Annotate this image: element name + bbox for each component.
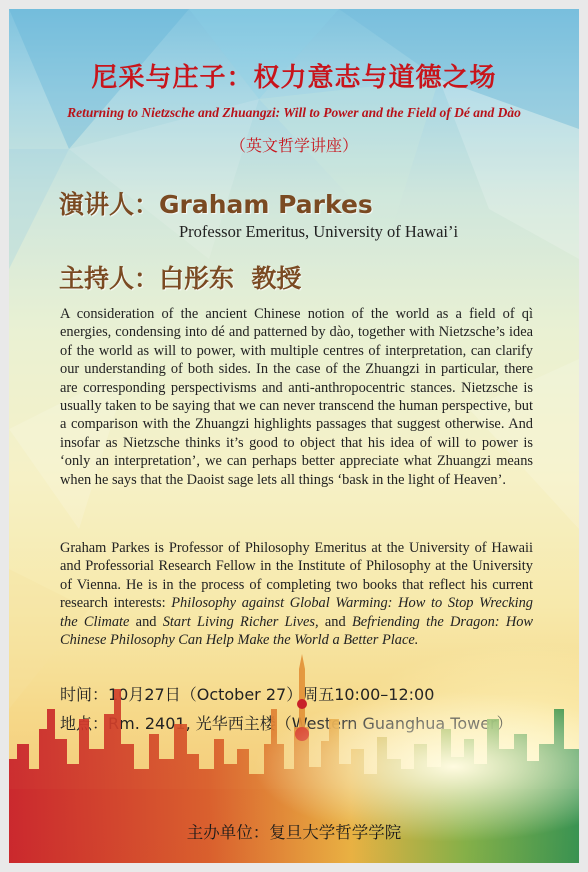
title-english: Returning to Nietzsche and Zhuangzi: Will to Power and the Field of Dé and Dào: [67, 105, 521, 120]
speaker-affiliation: Professor Emeritus, University of Hawai’i: [179, 222, 459, 241]
organizer: 主办单位：复旦大学哲学学院: [186, 823, 402, 842]
book-title-1-cont: Start Living Richer Lives,: [162, 613, 319, 630]
bio-intro: Graham Parkes is Professor of Philosophy Emeritus at the University of Hawaii and Professorial Research Fellow in the Institute of Philosophy at the University of Vienna. He is in the process of completing two books that reflect his current research interests:: [60, 540, 533, 612]
lecture-type-subtitle: （英文哲学讲座）: [229, 136, 358, 155]
poster: [9, 9, 579, 863]
speaker-name: Graham Parkes: [159, 190, 373, 219]
host-name: 白彤东 教授: [159, 264, 302, 293]
lecture-abstract: A consideration of the ancient Chinese notion of the world as a field of qì energies, condensing into dé and patterned by dào, together with Nietzsche’s idea of the world as will to power, with multiple centres of interpretation, can clarify our understanding of both sides. In the case of the Zhuangzi in particular, there are corresponding perspectivisms and anti-anthropocentric stances. Nietzsche is usually taken to be saying that we can never transcend the human perspective, but a comparison with the Zhuangzi highlights passages that suggest otherwise. And insofar as Nietzsche thinks it’s good to object that his idea of will to power is ‘only an interpretation’, we can perhaps better appreciate what Zhuangzi means when he says that the Daoist sage lets all things ‘bask in the light of Heaven’.: [60, 306, 533, 488]
book-title-1: Philosophy against Global Warming: How to Stop Wrecking the Climate: [60, 595, 533, 630]
bio-conjunction-2: and: [318, 613, 352, 630]
bio-conjunction: and: [129, 613, 163, 630]
title-chinese: 尼采与庄子：权力意志与道德之场: [91, 63, 497, 93]
book-title-2: Befriending the Dragon: How Chinese Philosophy Can Help Make the World a Better Place.: [60, 613, 533, 649]
host-label: 主持人：: [59, 264, 160, 293]
speaker-label: 演讲人：: [59, 190, 160, 219]
speaker-bio: [60, 539, 533, 649]
speaker-row: [59, 185, 373, 221]
host-row: [59, 259, 301, 295]
